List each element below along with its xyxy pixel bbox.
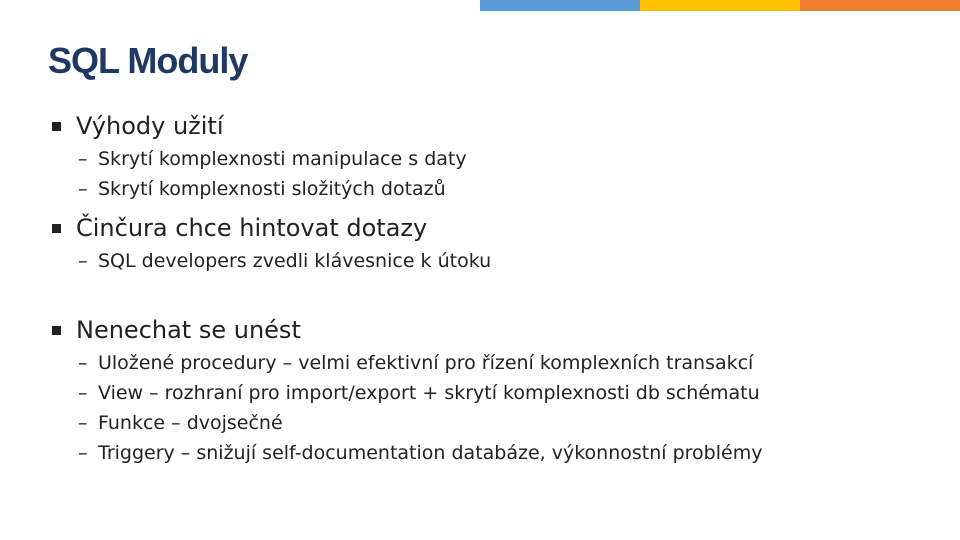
square-bullet-icon [52, 122, 61, 131]
bullet-level1 [48, 210, 928, 246]
section-caution [48, 312, 928, 468]
bullet-level2 [48, 438, 928, 468]
section-benefits [48, 108, 928, 204]
bullet-text: Výhody užití [76, 112, 224, 140]
bullet-text: SQL developers zvedli klávesnice k útoku [98, 250, 492, 272]
bullet-level1 [48, 108, 928, 144]
bullet-text: Funkce – dvojsečné [98, 412, 283, 434]
slide-title: SQL Moduly [48, 40, 248, 81]
bullet-level2 [48, 174, 928, 204]
bullet-text: Uložené procedury – velmi efektivní pro řízení komplexních transakcí [98, 352, 754, 374]
dash-bullet-icon: – [78, 442, 88, 464]
dash-bullet-icon: – [78, 178, 88, 200]
bullet-level2 [48, 348, 928, 378]
bullet-text: Skrytí komplexnosti složitých dotazů [98, 178, 446, 200]
accent-bar-yellow [640, 0, 800, 11]
section-hints [48, 210, 928, 276]
square-bullet-icon [52, 224, 61, 233]
bullet-level2 [48, 408, 928, 438]
dash-bullet-icon: – [78, 352, 88, 374]
dash-bullet-icon: – [78, 148, 88, 170]
dash-bullet-icon: – [78, 250, 88, 272]
bullet-level2 [48, 378, 928, 408]
slide-content [48, 108, 928, 474]
accent-bar-blue [480, 0, 640, 11]
bullet-text: Triggery – snižují self-documentation databáze, výkonnostní problémy [98, 442, 763, 464]
dash-bullet-icon: – [78, 382, 88, 404]
bullet-text: Nenechat se unést [76, 316, 301, 344]
bullet-text: View – rozhraní pro import/export + skrytí komplexnosti db schématu [98, 382, 760, 404]
bullet-level1 [48, 312, 928, 348]
dash-bullet-icon: – [78, 412, 88, 434]
bullet-level2 [48, 246, 928, 276]
accent-bar-orange [800, 0, 960, 11]
bullet-text: Činčura chce hintovat dotazy [76, 214, 428, 242]
bullet-level2 [48, 144, 928, 174]
bullet-text: Skrytí komplexnosti manipulace s daty [98, 148, 467, 170]
square-bullet-icon [52, 326, 61, 335]
